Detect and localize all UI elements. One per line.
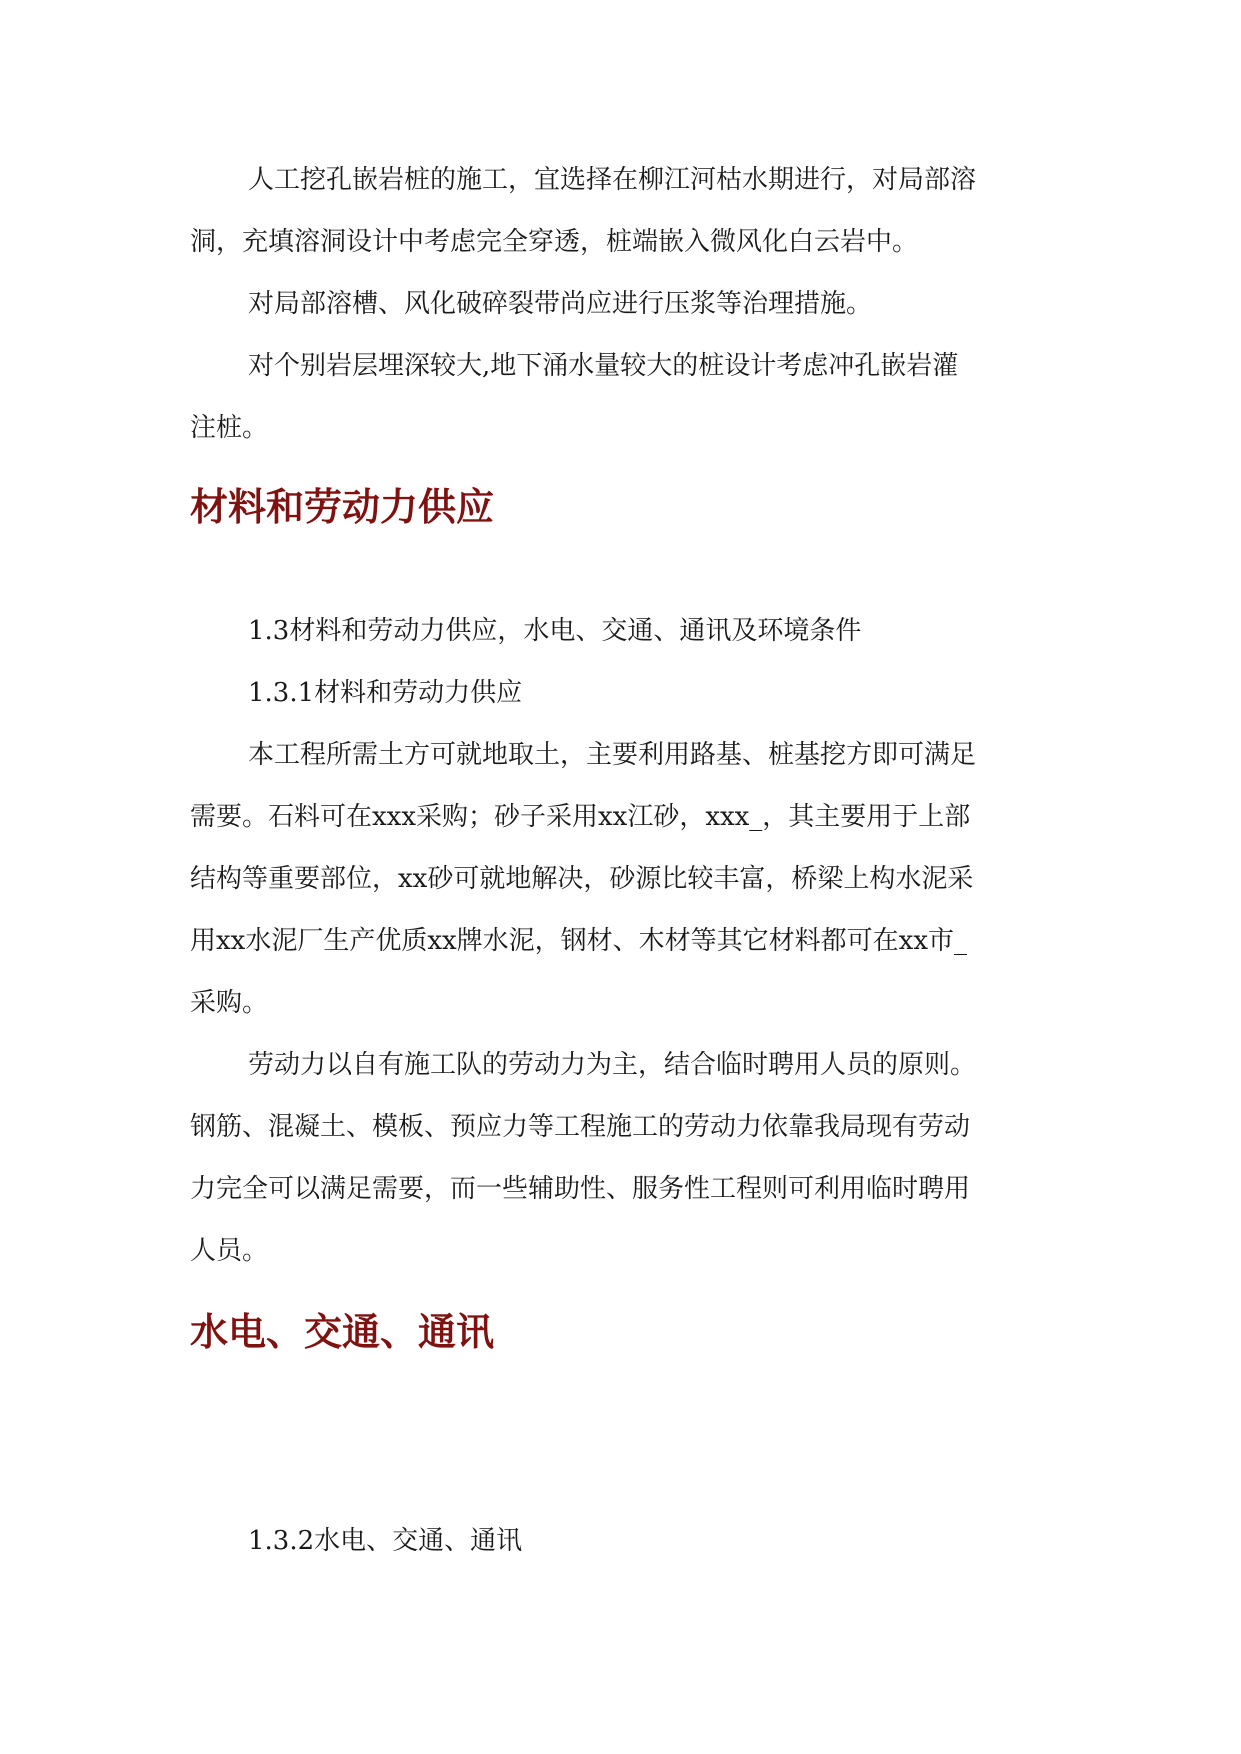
paragraph-line: 劳动力以自有施工队的劳动力为主，结合临时聘用人员的原则。 [248,1050,977,1080]
paragraph-line: 对局部溶槽、风化破碎裂带尚应进行压浆等治理措施。 [248,289,873,319]
paragraph-line: 人员。 [190,1236,269,1266]
section-heading-materials-labor: 材料和劳动力供应 [190,485,495,529]
paragraph-line: 本工程所需土方可就地取土，主要利用路基、桩基挖方即可满足 [248,740,977,770]
paragraph-line: 人工挖孔嵌岩桩的施工，宜选择在柳江河枯水期进行，对局部溶 [248,165,977,195]
paragraph-line: 用xx水泥厂生产优质xx牌水泥，钢材、木材等其它材料都可在xx市_ [190,926,967,956]
subsection-title: 1.3.2水电、交通、通讯 [248,1526,523,1556]
paragraph-line: 力完全可以满足需要，而一些辅助性、服务性工程则可利用临时聘用 [190,1174,971,1204]
paragraph-line: 结构等重要部位，xx砂可就地解决，砂源比较丰富，桥梁上构水泥采 [190,864,974,894]
paragraph-line: 洞，充填溶洞设计中考虑完全穿透，桩端嵌入微风化白云岩中。 [190,227,919,257]
paragraph-line: 对个别岩层埋深较大,地下涌水量较大的桩设计考虑冲孔嵌岩灌 [248,351,959,381]
subsection-title: 1.3.1材料和劳动力供应 [248,678,523,708]
paragraph-line: 采购。 [190,988,269,1018]
paragraph-line: 注桩。 [190,413,269,443]
section-heading-utilities: 水电、交通、通讯 [190,1310,495,1354]
section-number-line: 1.3材料和劳动力供应，水电、交通、通讯及环境条件 [248,616,862,646]
paragraph-line: 钢筋、混凝土、模板、预应力等工程施工的劳动力依靠我局现有劳动 [190,1112,971,1142]
paragraph-line: 需要。石料可在xxx采购；砂子采用xx江砂，xxx_，其主要用于上部 [190,802,971,832]
